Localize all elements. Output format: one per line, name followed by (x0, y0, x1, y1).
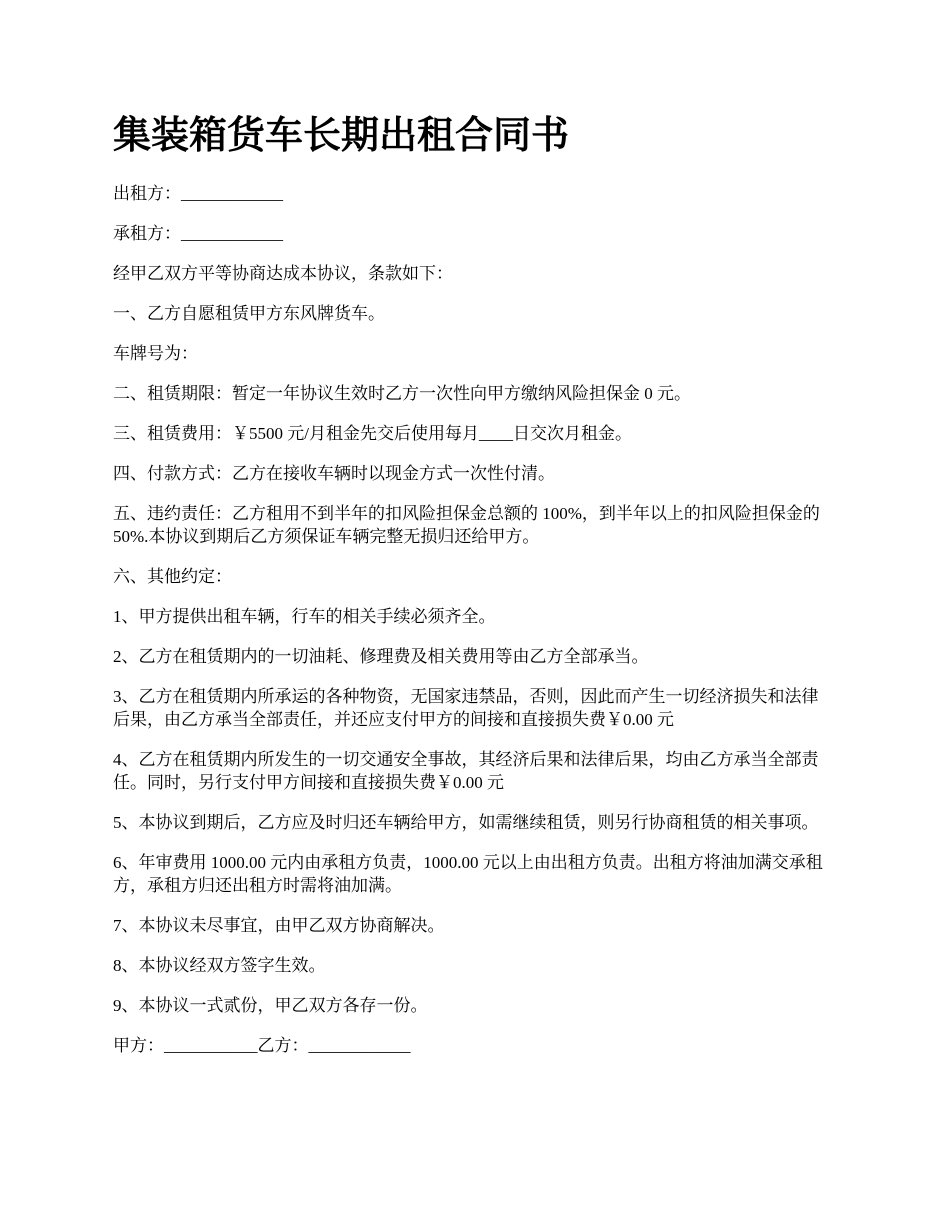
plate-number-line: 车牌号为： (113, 344, 198, 363)
clause-2: 二、租赁期限：暂定一年协议生效时乙方一次性向甲方缴纳风险担保金 0 元。 (113, 384, 691, 403)
term-7: 7、本协议未尽事宜，由甲乙双方协商解决。 (113, 916, 445, 935)
signature-line: 甲方：___________乙方：____________ (113, 1036, 411, 1055)
document-body (113, 112, 835, 1074)
lessor-line: 出租方：____________ (113, 184, 283, 203)
term-9: 9、本协议一式贰份，甲乙双方各存一份。 (113, 996, 428, 1015)
clause-6-heading: 六、其他约定： (113, 567, 232, 586)
clause-5: 五、违约责任：乙方租用不到半年的扣风险担保金总额的 100%，到半年以上的扣风险担保金的 50%.本协议到期后乙方须保证车辆完整无损归还给甲方。 (113, 504, 825, 546)
clause-1: 一、乙方自愿租赁甲方东风牌货车。 (113, 304, 385, 323)
term-3: 3、乙方在租赁期内所承运的各种物资，无国家违禁品，否则，因此而产生一切经济损失和法律后果，由乙方承当全部责任，并还应支付甲方的间接和直接损失费￥0.00 元 (113, 687, 819, 729)
clause-4: 四、付款方式：乙方在接收车辆时以现金方式一次性付清。 (113, 464, 555, 483)
term-5: 5、本协议到期后，乙方应及时归还车辆给甲方，如需继续租赁，则另行协商租赁的相关事项。 (113, 813, 819, 832)
term-4: 4、乙方在租赁期内所发生的一切交通安全事故，其经济后果和法律后果，均由乙方承当全部责任。同时，另行支付甲方间接和直接损失费￥0.00 元 (113, 750, 819, 792)
intro-paragraph: 经甲乙双方平等协商达成本协议，条款如下： (113, 264, 453, 283)
term-1: 1、甲方提供出租车辆，行车的相关手续必须齐全。 (113, 607, 496, 626)
term-8: 8、本协议经双方签字生效。 (113, 956, 326, 975)
lessee-line: 承租方：____________ (113, 224, 283, 243)
document-title: 集装箱货车长期出租合同书 (113, 115, 570, 157)
clause-3: 三、租赁费用：￥5500 元/月租金先交后使用每月____日交次月租金。 (113, 424, 632, 443)
term-2: 2、乙方在租赁期内的一切油耗、修理费及相关费用等由乙方全部承当。 (113, 647, 649, 666)
term-6: 6、年审费用 1000.00 元内由承租方负责，1000.00 元以上由出租方负责。出租方将油加满交承租方，承租方归还出租方时需将油加满。 (113, 853, 823, 895)
